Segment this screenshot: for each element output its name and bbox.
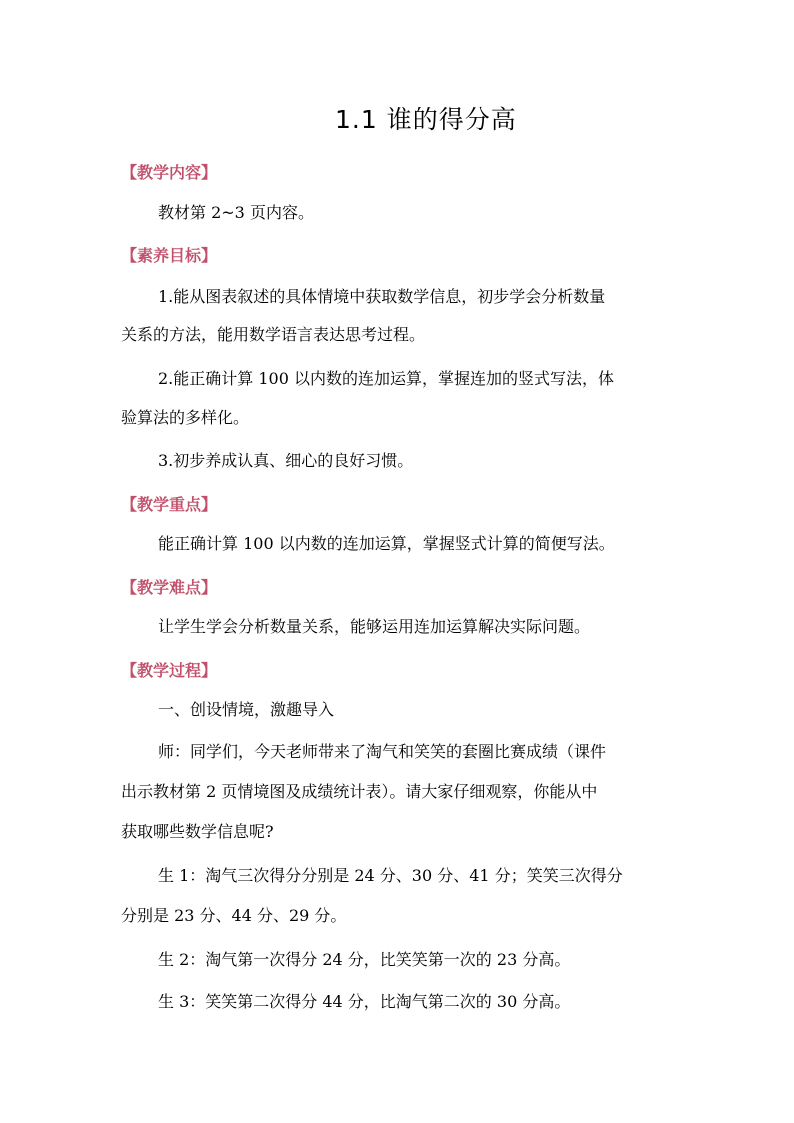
process-step-heading: 一、创设情境，激趣导入 bbox=[158, 700, 335, 719]
process-line-4: 生 1：淘气三次得分分别是 24 分、30 分、41 分；笑笑三次得分 bbox=[158, 866, 623, 885]
section-heading-content: 【教学内容】 bbox=[121, 163, 218, 182]
process-line-6: 生 2：淘气第一次得分 24 分，比笑笑第一次的 23 分高。 bbox=[158, 950, 571, 969]
goal-line-1: 1.能从图表叙述的具体情境中获取数学信息，初步学会分析数量 bbox=[158, 287, 606, 306]
difficulties-text: 让学生学会分析数量关系，能够运用连加运算解决实际问题。 bbox=[158, 617, 591, 636]
goal-line-2-cont: 验算法的多样化。 bbox=[121, 408, 250, 427]
content-text: 教材第 2~3 页内容。 bbox=[158, 203, 314, 222]
key-points-text: 能正确计算 100 以内数的连加运算，掌握竖式计算的简便写法。 bbox=[158, 534, 615, 553]
goal-line-2: 2.能正确计算 100 以内数的连加运算，掌握连加的竖式写法，体 bbox=[158, 369, 614, 388]
process-line-3: 获取哪些数学信息呢? bbox=[121, 822, 274, 841]
goal-line-1-cont: 关系的方法，能用数学语言表达思考过程。 bbox=[121, 325, 426, 344]
section-heading-difficulties: 【教学难点】 bbox=[121, 578, 218, 597]
process-line-2: 出示教材第 2 页情境图及成绩统计表）。请大家仔细观察，你能从中 bbox=[121, 782, 598, 801]
page-title: 1.1 谁的得分高 bbox=[335, 105, 517, 134]
section-heading-key-points: 【教学重点】 bbox=[121, 495, 218, 514]
section-heading-goals: 【素养目标】 bbox=[121, 246, 218, 265]
process-line-1: 师：同学们，今天老师带来了淘气和笑笑的套圈比赛成绩（课件 bbox=[158, 742, 607, 761]
process-line-5: 分别是 23 分、44 分、29 分。 bbox=[121, 906, 347, 925]
goal-line-3: 3.初步养成认真、细心的良好习惯。 bbox=[158, 451, 414, 470]
process-line-7: 生 3：笑笑第二次得分 44 分，比淘气第二次的 30 分高。 bbox=[158, 992, 571, 1011]
section-heading-process: 【教学过程】 bbox=[121, 661, 218, 680]
